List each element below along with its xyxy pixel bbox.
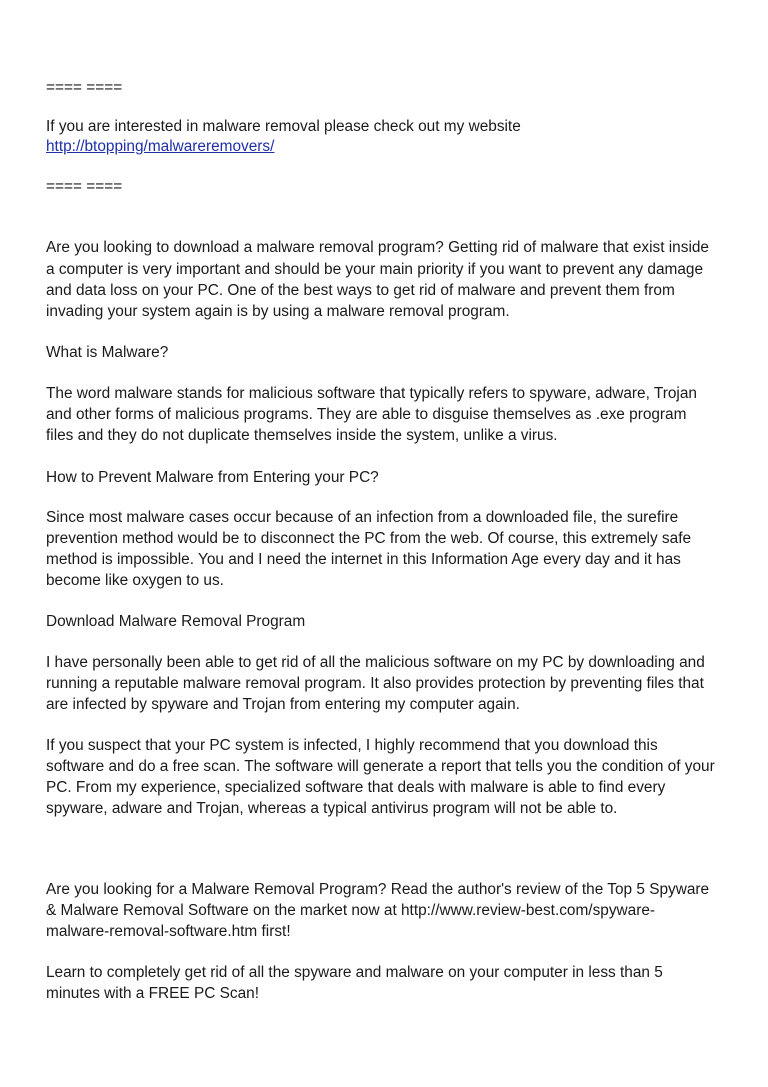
section-heading-download-program: Download Malware Removal Program — [46, 613, 306, 630]
paragraph-3-line: method is impossible. You and I need the internet in this Information Age every day and it has — [46, 551, 681, 568]
paragraph-4-line: running a reputable malware removal program. It also provides protection by preventing files that — [46, 675, 704, 692]
paragraph-2-line: files and they do not duplicate themselves inside the system, unlike a virus. — [46, 427, 558, 444]
header-separator-bottom: ==== ==== — [46, 178, 123, 195]
intro-text: If you are interested in malware removal please check out my website — [46, 118, 521, 135]
paragraph-7-line: minutes with a FREE PC Scan! — [46, 985, 259, 1002]
paragraph-1-line: a computer is very important and should be your main priority if you want to prevent any damage — [46, 261, 704, 278]
header-separator-top: ==== ==== — [46, 79, 123, 96]
website-link[interactable]: http://btopping/malwareremovers/ — [46, 138, 275, 155]
paragraph-2-line: and other forms of malicious programs. They are able to disguise themselves as .exe program — [46, 406, 687, 423]
paragraph-5-line: spyware, adware and Trojan, whereas a typical antivirus program will not be able to. — [46, 800, 618, 817]
paragraph-4-line: are infected by spyware and Trojan from entering my computer again. — [46, 696, 520, 713]
paragraph-1-line: Are you looking to download a malware removal program? Getting rid of malware that exist inside — [46, 239, 709, 256]
paragraph-6-line: malware-removal-software.htm first! — [46, 923, 291, 940]
paragraph-3-line: Since most malware cases occur because of an infection from a downloaded file, the surefire — [46, 509, 679, 526]
paragraph-5-line: If you suspect that your PC system is infected, I highly recommend that you download this — [46, 737, 658, 754]
paragraph-6-line: & Malware Removal Software on the market now at http://www.review-best.com/spyware- — [46, 902, 656, 919]
paragraph-2-line: The word malware stands for malicious software that typically refers to spyware, adware, Trojan — [46, 385, 697, 402]
paragraph-1-line: invading your system again is by using a malware removal program. — [46, 303, 510, 320]
paragraph-6-line: Are you looking for a Malware Removal Program? Read the author's review of the Top 5 Spyware — [46, 881, 710, 898]
section-heading-what-is-malware: What is Malware? — [46, 344, 169, 361]
paragraph-5-line: software and do a free scan. The software will generate a report that tells you the condition of your — [46, 758, 715, 775]
paragraph-7-line: Learn to completely get rid of all the spyware and malware on your computer in less than 5 — [46, 964, 663, 981]
paragraph-3-line: prevention method would be to disconnect the PC from the web. Of course, this extremely safe — [46, 530, 692, 547]
paragraph-3-line: become like oxygen to us. — [46, 572, 224, 589]
paragraph-4-line: I have personally been able to get rid of all the malicious software on my PC by downloading and — [46, 654, 705, 671]
paragraph-1-line: and data loss on your PC. One of the best ways to get rid of malware and prevent them from — [46, 282, 675, 299]
section-heading-prevent-malware: How to Prevent Malware from Entering your PC? — [46, 469, 379, 486]
paragraph-5-line: PC. From my experience, specialized software that deals with malware is able to find every — [46, 779, 666, 796]
